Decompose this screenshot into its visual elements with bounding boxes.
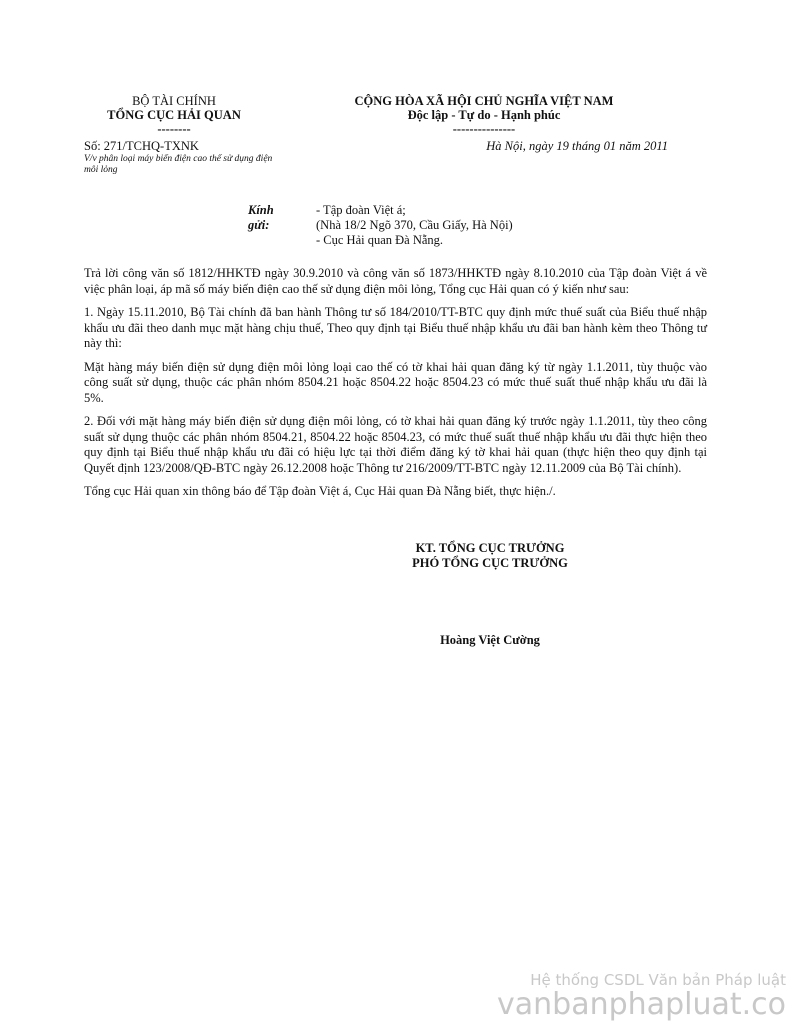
place-date: Hà Nội, ngày 19 tháng 01 năm 2011 xyxy=(486,139,668,153)
national-separator: --------------- xyxy=(452,122,516,136)
document-body xyxy=(84,266,707,508)
signer-name: Hoàng Việt Cường xyxy=(440,633,540,647)
recipients-list xyxy=(316,203,513,248)
country-name: CỘNG HÒA XÃ HỘI CHỦ NGHĨA VIỆT NAM xyxy=(354,94,614,108)
watermark-domain: vanbanphapluat.co xyxy=(497,987,786,1022)
issuer-header xyxy=(84,94,294,176)
issuer-separator: -------- xyxy=(157,122,191,136)
signature-title-1: KT. TỔNG CỤC TRƯỞNG xyxy=(415,541,565,555)
body-paragraph: Tổng cục Hải quan xin thông báo để Tập đoàn Việt á, Cục Hải quan Đà Nẵng biết, thực hiện./. xyxy=(84,484,556,498)
body-paragraph: Mặt hàng máy biến điện sử dụng điện môi lỏng loại cao thế có tờ khai hải quan đăng ký từ ngày 1.1.2011, tùy thuộc vào công suất sử dụng, thuộc các phân nhóm 8504.21 hoặc 8504.22 hoặc 8504.23 có mức thuế suất thuế nhập khẩu ưu đãi là 5%. xyxy=(84,359,707,405)
site-watermark xyxy=(497,971,786,1021)
reference-number: Số: 271/TCHQ-TXNK xyxy=(84,139,199,153)
recipients-label: Kính gửi: xyxy=(248,203,274,232)
signature-block xyxy=(380,541,600,571)
ministry-name: BỘ TÀI CHÍNH xyxy=(132,94,216,108)
recipient-item: - Tập đoàn Việt á; xyxy=(316,203,406,217)
body-paragraph: 2. Đối với mặt hàng máy biến điện sử dụng điện môi lỏng, có tờ khai hải quan đăng ký trước ngày 1.1.2011, tùy theo công suất sử dụng thuộc các phân nhóm 8504.21, 8504.22 hoặc 8504.23, có mức thuế suất thuế nhập khẩu ưu đãi thực hiện theo quy định tại Biểu thuế nhập khẩu ưu đãi có hiệu lực tại thời điểm đăng ký tờ khai hải quan (thực hiện theo quy định tại Quyết định 123/2008/QĐ-BTC ngày 26.12.2008 hoặc Thông tư 216/2009/TT-BTC ngày 12.11.2009 của Bộ Tài chính). xyxy=(84,414,707,475)
recipient-item: (Nhà 18/2 Ngõ 370, Cầu Giấy, Hà Nội) xyxy=(316,218,513,232)
department-name: TỔNG CỤC HẢI QUAN xyxy=(107,108,241,122)
body-paragraph: 1. Ngày 15.11.2010, Bộ Tài chính đã ban hành Thông tư số 184/2010/TT-BTC quy định mức thuế suất của Biểu thuế nhập khẩu ưu đãi theo danh mục mặt hàng chịu thuế, Theo quy định tại Biểu thuế nhập khẩu ưu đãi ban hành kèm theo Thông tư này thì: xyxy=(84,305,707,350)
national-motto: Độc lập - Tự do - Hạnh phúc xyxy=(407,108,561,122)
recipient-item: - Cục Hải quan Đà Nẵng. xyxy=(316,233,444,247)
body-paragraph: Trả lời công văn số 1812/HHKTĐ ngày 30.9.2010 và công văn số 1873/HHKTĐ ngày 8.10.2010 của Tập đoàn Việt á về việc phân loại, áp mã số máy biến điện cao thế sử dụng điện môi lỏng, Tổng cục Hải quan có ý kiến như sau: xyxy=(84,266,707,296)
signature-title-2: PHÓ TỔNG CỤC TRƯỞNG xyxy=(412,556,568,570)
document-subject: V/v phân loại máy biến điện cao thế sử dụng điện môi lỏng xyxy=(84,154,273,175)
watermark-caption: Hệ thống CSDL Văn bản Pháp luật xyxy=(530,971,786,989)
national-header xyxy=(300,94,668,153)
